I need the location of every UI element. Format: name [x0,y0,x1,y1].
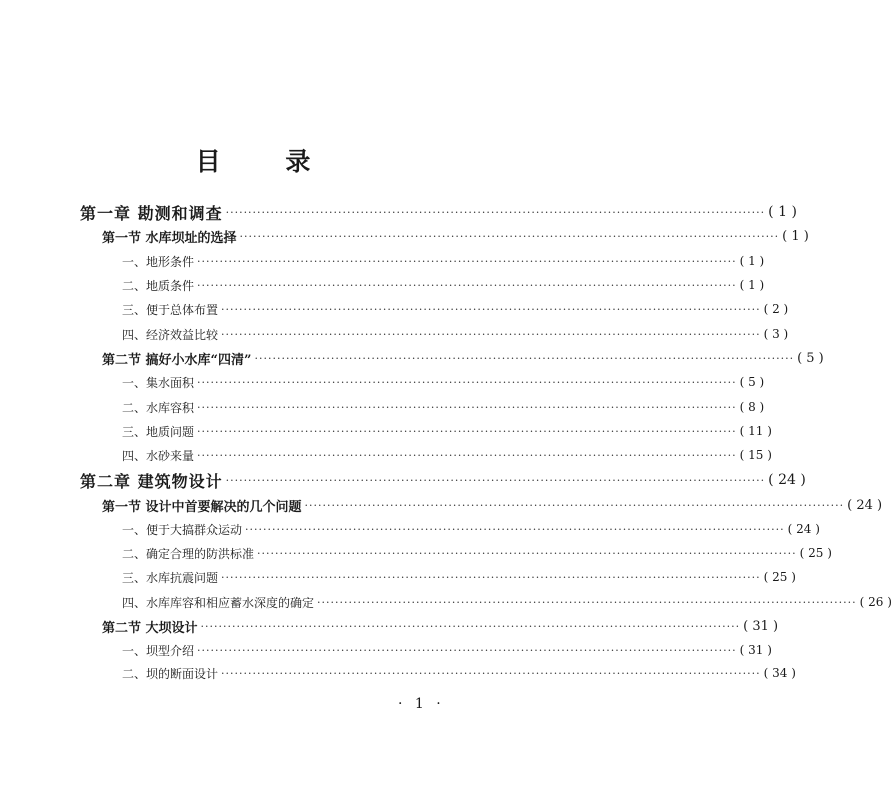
toc-leader-dots: ························································································································ [197,424,737,438]
toc-entry-label: 一、集水面积 [122,375,195,390]
toc-entry-label: 二、坝的断面设计 [122,666,219,681]
toc-entry-label: 第一节 设计中首要解决的几个问题 [102,499,302,515]
toc-entry [0,444,772,466]
toc-entry [0,250,765,272]
toc-entry [0,298,789,320]
toc-entry-page: ( 1 ) [739,278,765,292]
toc-entry-page: ( 15 ) [739,448,772,462]
toc-entry [0,371,765,393]
toc-entry-page: ( 11 ) [739,424,772,438]
toc-entry [0,542,832,564]
toc-entry-label: 二、水库容积 [122,400,195,415]
toc-entry-label: 四、水砂来量 [122,448,195,463]
toc-leader-dots: ························································································································ [197,278,737,292]
toc-entry-label: 一、地形条件 [122,254,195,269]
toc-entry-page: ( 3 ) [763,327,789,341]
toc-entry-label: 三、便于总体布置 [122,302,219,317]
toc-entry [0,420,772,442]
toc-leader-dots: ························································································································ [221,666,761,680]
toc-leader-dots: ························································································································ [197,400,737,414]
toc-leader-dots: ························································································································ [254,351,795,365]
toc-entry [0,566,796,588]
toc-entry-page: ( 25 ) [799,546,832,560]
page-number: · 1 · [398,696,445,712]
toc-entry [0,615,779,637]
toc-entry-page: ( 34 ) [763,666,796,680]
toc-leader-dots: ························································································································ [225,205,766,219]
toc-leader-dots: ························································································································ [221,327,761,341]
toc-entry-page: ( 24 ) [787,522,820,536]
toc-entry [0,518,820,540]
toc-entry-page: ( 1 ) [739,254,765,268]
toc-leader-dots: ························································································································ [197,375,737,389]
toc-entry-page: ( 2 ) [763,302,789,316]
toc-leader-dots: ························································································································ [257,546,797,560]
toc-entry-page: ( 31 ) [743,618,779,634]
toc-entry-label: 一、便于大搞群众运动 [122,522,243,537]
toc-leader-dots: ························································································································ [197,643,737,657]
toc-entry [0,274,765,296]
toc-entry-label: 第二章 建筑物设计 [80,471,223,491]
toc-entry-label: 第一章 勘测和调查 [80,203,223,223]
toc-entry-label: 二、地质条件 [122,278,195,293]
toc-entry [0,591,892,613]
page-title: 目 录 [195,147,339,176]
toc-entry-page: ( 5 ) [797,350,824,366]
toc-entry [0,201,797,223]
toc-entry [0,662,796,684]
toc-leader-dots: ························································································································ [239,229,780,243]
toc-entry [0,639,772,661]
toc-leader-dots: ························································································································ [225,473,766,487]
toc-leader-dots: ························································································································ [245,522,785,536]
toc-entry-label: 第一节 水库坝址的选择 [102,230,237,246]
toc-entry-page: ( 5 ) [739,375,765,389]
toc-leader-dots: ························································································································ [200,619,741,633]
toc-leader-dots: ························································································································ [221,302,761,316]
toc-entry-label: 二、确定合理的防洪标准 [122,546,255,561]
toc-entry [0,396,765,418]
toc-entry-label: 四、经济效益比较 [122,327,219,342]
toc-entry [0,469,806,491]
toc-entry [0,323,789,345]
toc-entry-label: 第二节 搞好小水库“四清” [102,352,252,368]
toc-entry-page: ( 24 ) [847,497,883,513]
toc-entry-page: ( 26 ) [859,595,892,609]
toc-entry [0,494,883,516]
toc-entry-label: 四、水库库容和相应蓄水深度的确定 [122,595,315,610]
toc-entry-page: ( 24 ) [768,472,806,488]
toc-leader-dots: ························································································································ [197,448,737,462]
toc-entry-page: ( 25 ) [763,570,796,584]
toc-entry-page: ( 1 ) [782,228,809,244]
toc-entry-label: 三、地质问题 [122,424,195,439]
toc-leader-dots: ························································································································ [304,498,845,512]
toc-leader-dots: ························································································································ [197,254,737,268]
toc-entry-label: 一、坝型介绍 [122,643,195,658]
toc-entry-label: 三、水库抗震问题 [122,570,219,585]
toc-leader-dots: ························································································································ [317,595,857,609]
toc-entry-page: ( 31 ) [739,643,772,657]
toc-entry-label: 第二节 大坝设计 [102,620,198,636]
toc-leader-dots: ························································································································ [221,570,761,584]
toc-entry [0,347,824,369]
toc-entry-page: ( 1 ) [768,204,797,220]
toc-entry-page: ( 8 ) [739,400,765,414]
toc-entry [0,225,809,247]
